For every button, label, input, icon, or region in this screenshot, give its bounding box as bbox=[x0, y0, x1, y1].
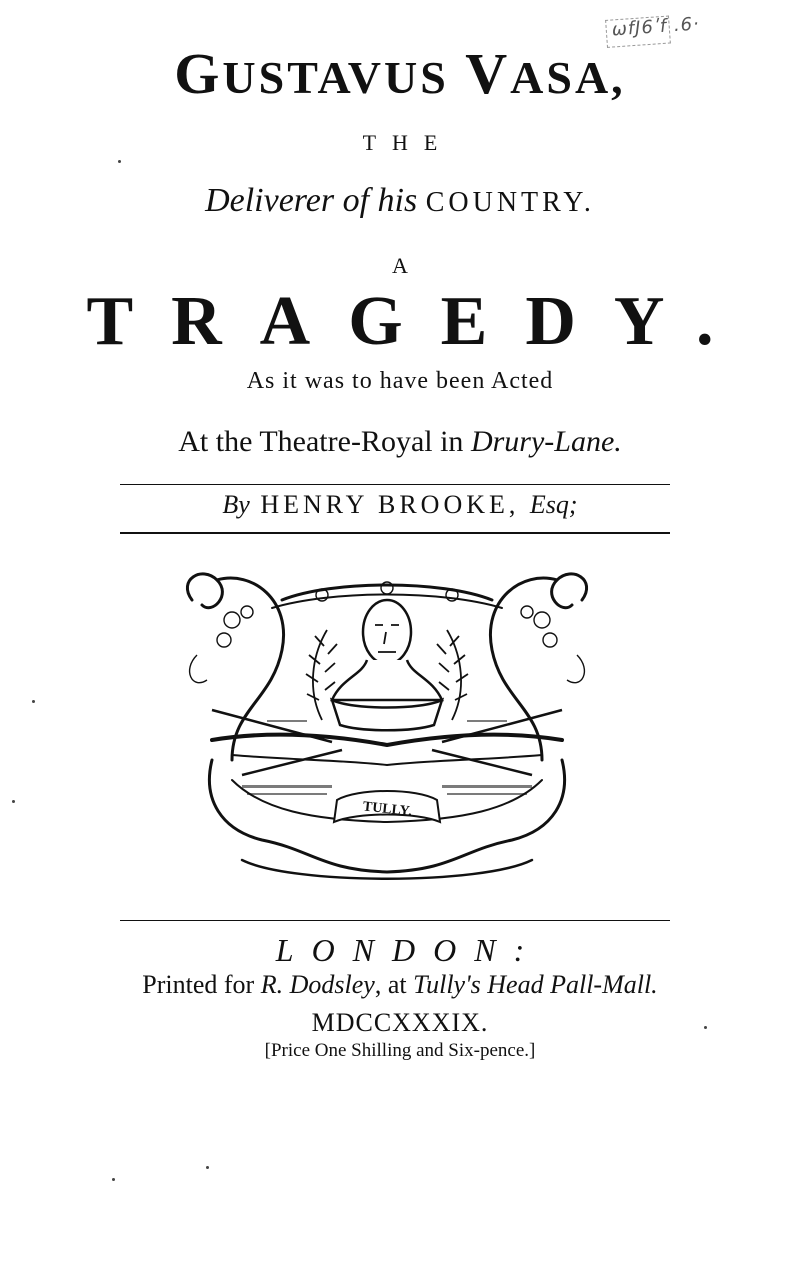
subtitle bbox=[0, 182, 800, 220]
subtitle-italic: Deliverer of his bbox=[205, 182, 418, 219]
theatre-line bbox=[0, 425, 800, 459]
title-initial-v: V bbox=[465, 41, 511, 106]
shelfmark-text: ωfJ6ʹf .6· bbox=[611, 13, 701, 41]
author-name: HENRY BROOKE, bbox=[260, 490, 520, 519]
paper-speck bbox=[12, 800, 15, 803]
byline-suffix: Esq; bbox=[529, 490, 578, 519]
shop-address: Tully's Head Pall-Mall. bbox=[413, 970, 658, 999]
title-initial-g: G bbox=[174, 41, 223, 106]
acted-note: As it was to have been Acted bbox=[246, 368, 554, 394]
rule-above-imprint bbox=[120, 920, 670, 921]
paper-speck bbox=[206, 1166, 209, 1169]
imprint-year: MDCCXXXIX. bbox=[311, 1008, 489, 1037]
book-title bbox=[0, 40, 800, 107]
subtitle-country: COUNTRY. bbox=[425, 187, 595, 218]
printed-mid: , at bbox=[374, 970, 414, 999]
theatre-name: Drury-Lane. bbox=[470, 425, 622, 458]
rule-above-byline bbox=[120, 484, 670, 485]
title-word-2-rest: ASA, bbox=[510, 52, 626, 103]
author-byline bbox=[0, 490, 800, 520]
theatre-prefix: At the Theatre-Royal in bbox=[178, 425, 471, 458]
imprint-price: [Price One Shilling and Six-pence.] bbox=[264, 1040, 536, 1061]
printer-name: R. Dodsley bbox=[260, 970, 375, 999]
printed-prefix: Printed for bbox=[142, 970, 261, 999]
title-word-1-rest: USTAVUS bbox=[222, 52, 449, 103]
bust-of-tully bbox=[332, 600, 442, 730]
imprint-printer-line bbox=[0, 970, 800, 1000]
tully-head-ornament bbox=[172, 560, 602, 890]
paper-speck bbox=[118, 160, 121, 163]
paper-speck bbox=[32, 700, 35, 703]
paper-speck bbox=[704, 1026, 707, 1029]
byline-by: By bbox=[222, 490, 250, 519]
imprint-city: LONDON: bbox=[275, 932, 543, 968]
paper-speck bbox=[112, 1178, 115, 1181]
rule-below-byline bbox=[120, 532, 670, 534]
scroll-label: TULLY. bbox=[362, 799, 413, 820]
article-a: A bbox=[392, 253, 408, 278]
genre-heading: TRAGEDY. bbox=[86, 283, 752, 360]
title-the: THE bbox=[362, 130, 454, 155]
scroll-banner bbox=[334, 791, 440, 822]
